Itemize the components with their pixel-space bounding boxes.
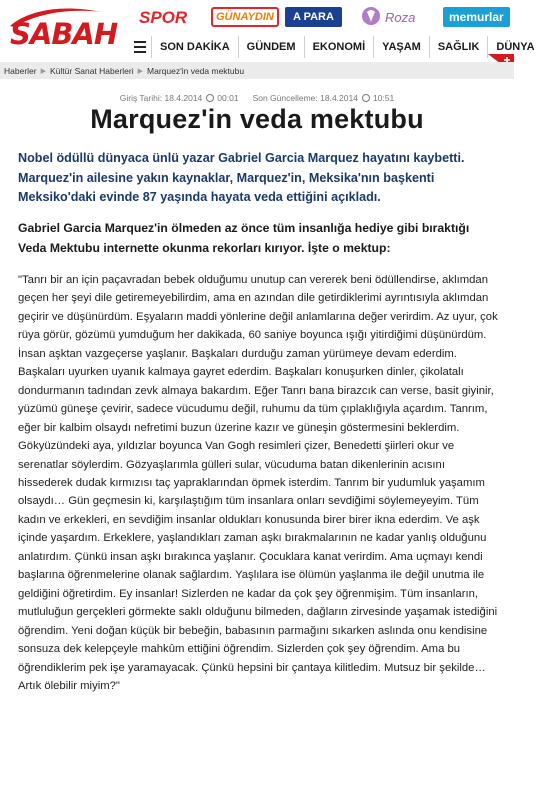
update-date: Son Güncelleme: 18.4.2014 bbox=[252, 93, 358, 103]
brand-gunaydin-link[interactable]: GÜNAYDIN bbox=[211, 7, 279, 27]
nav-item-gundem[interactable]: GÜNDEM bbox=[238, 36, 304, 58]
clock-icon bbox=[206, 94, 214, 102]
breadcrumb bbox=[4, 62, 244, 79]
article-intro: Gabriel Garcia Marquez'in ölmeden az önce tüm insanlığa hediye gibi bıraktığı Veda Mektubu internette okunma rekorları kırıyor. İşte o mektup: bbox=[18, 221, 470, 255]
brand-links bbox=[135, 4, 514, 30]
update-time: 10:51 bbox=[372, 93, 395, 103]
brand-roza-link[interactable]: Roza bbox=[385, 10, 416, 25]
logo-text: SABAH bbox=[10, 17, 118, 51]
nav-item-saglik[interactable]: SAĞLIK bbox=[429, 36, 488, 58]
menu-icon[interactable] bbox=[134, 41, 146, 53]
entry-date: Giriş Tarihi: 18.4.2014 bbox=[119, 93, 203, 103]
entry-time: 00:01 bbox=[217, 93, 239, 103]
brand-memurlar-link[interactable]: memurlar bbox=[443, 7, 510, 27]
article-body: "Tanrı bir an için paçavradan bebek olduğumu unutup can vererek beni ödüllendirse, aklımdan geçen her şeyi dile getiremeyebilirdim, ama en azından dile getirdiklerimi ayrıntısıyla aklımdan geçirir ve düşünürdüm. Eşyaların maddi yönlerine değil anlamlarına değer verirdim. Az uyur, çok rüya görür, gözümü yumduğum her dakikada, 60 saniye boyunca ışığı yitirdiğimi düşünürdüm. İnsan aşktan vazgeçerse yaşlanır. Başkaları durduğu zaman yürümeye devam ederdim. Başkaları uyurken uyanık kalmaya gayret ederdim. Başkaları konuşurken dinler, çikolatalı dondurmanın tadından zevk almaya bakardım. Eğer Tanrı bana birazcık can verse, basit giyinir, yüzümü güneşe çevirir, sadece vücudumu değil, ruhumu da tüm çıplaklığıyla açardım. Tanrım, eğer bir kalbim olsaydı nefretimi buzun üzerine kazır ve güneşin göstermesini beklerdim. Gökyüzündeki aya, yıldızlar boyunca Van Gogh resimleri çizer, Benedetti şiirleri okur ve serenatlar söylerdim. Gözyaşlarımla gülleri sular, vücuduma batan dikenlerinin acısını hissederek dudak kırmızısı taç yapraklarından öpmek isterdim. Tanrım bir yudumluk yaşamım olsaydı… Gün geçmesin ki, karşılaştığım tüm insanlara onları sevdiğimi söylemeyeyim. Tüm kadın ve erkekleri, en sevdiğim insanlar oldukları konusunda birer birer ikna ederdim. Ve aşk içinde yaşardım. Erkeklere, yaşlandıkları zaman aşkı bırakmalarının ne kadar yanlış olduğunu anlatırdım. Çünkü insan aşkı bırakınca yaşlanır. Çocuklara kanat verirdim. Ama uçmayı kendi başlarına öğrenmelerine olanak sağlardım. Yaşlılara ise ölümün yaşlanma ile değil unutma ile geldiğini öğretirdim. Ey insanlar! Sizlerden ne kadar da çok şey öğrenmişim. Tüm insanların, mutluluğun gerçekleri görmekte saklı olduğunu bilmeden, dağların zirvesinde yaşamak istediğini öğrendim. Yeni doğan küçük bir bebeğin, babasının parmağını sıkarken aslında onu kendisine sonsuza dek kelepçeyle mahkûm ettiğini öğrendim. Sizlerden çok şey öğrendim. Ama bu öğrendiklerim pek işe yaramayacak. Çünkü hepsini bir çantaya kilitledim. Mutsuz bir şekilde… Artık ölebilir miyim?" bbox=[18, 274, 498, 692]
article-lead: Nobel ödüllü dünyaca ünlü yazar Gabriel Garcia Marquez hayatını kaybetti. Marquez'in ailesine yakın kaynaklar, Marquez'in, Meksika'nın başkenti Meksiko'daki evinde 87 yaşında hayata veda ettiğini açıkladı. bbox=[18, 151, 465, 204]
chevron-right-icon: ▶ bbox=[137, 67, 144, 75]
nav-item-son-dakika[interactable]: SON DAKİKA bbox=[151, 36, 238, 58]
chevron-right-icon: ▶ bbox=[40, 67, 46, 75]
breadcrumb-bar bbox=[0, 62, 514, 79]
brand-apara-link[interactable]: A PARA bbox=[285, 7, 342, 27]
clock-icon bbox=[362, 94, 370, 102]
sabah-logo[interactable] bbox=[0, 0, 122, 62]
article-title: Marquez'in veda mektubu bbox=[90, 104, 424, 134]
site-header bbox=[0, 0, 535, 62]
roza-flower-icon bbox=[361, 6, 381, 28]
nav-item-dunya[interactable]: DÜNYA bbox=[487, 36, 542, 58]
breadcrumb-current: Marquez'in veda mektubu bbox=[147, 65, 245, 76]
breadcrumb-home[interactable]: Haberler bbox=[4, 65, 37, 76]
article-meta bbox=[0, 93, 514, 103]
nav-item-yasam[interactable]: YAŞAM bbox=[373, 36, 429, 58]
breadcrumb-category[interactable]: Kültür Sanat Haberleri bbox=[50, 65, 134, 76]
brand-spor-link[interactable]: SPOR bbox=[139, 8, 188, 27]
main-nav bbox=[125, 36, 535, 58]
nav-item-ekonomi[interactable]: EKONOMİ bbox=[304, 36, 374, 58]
